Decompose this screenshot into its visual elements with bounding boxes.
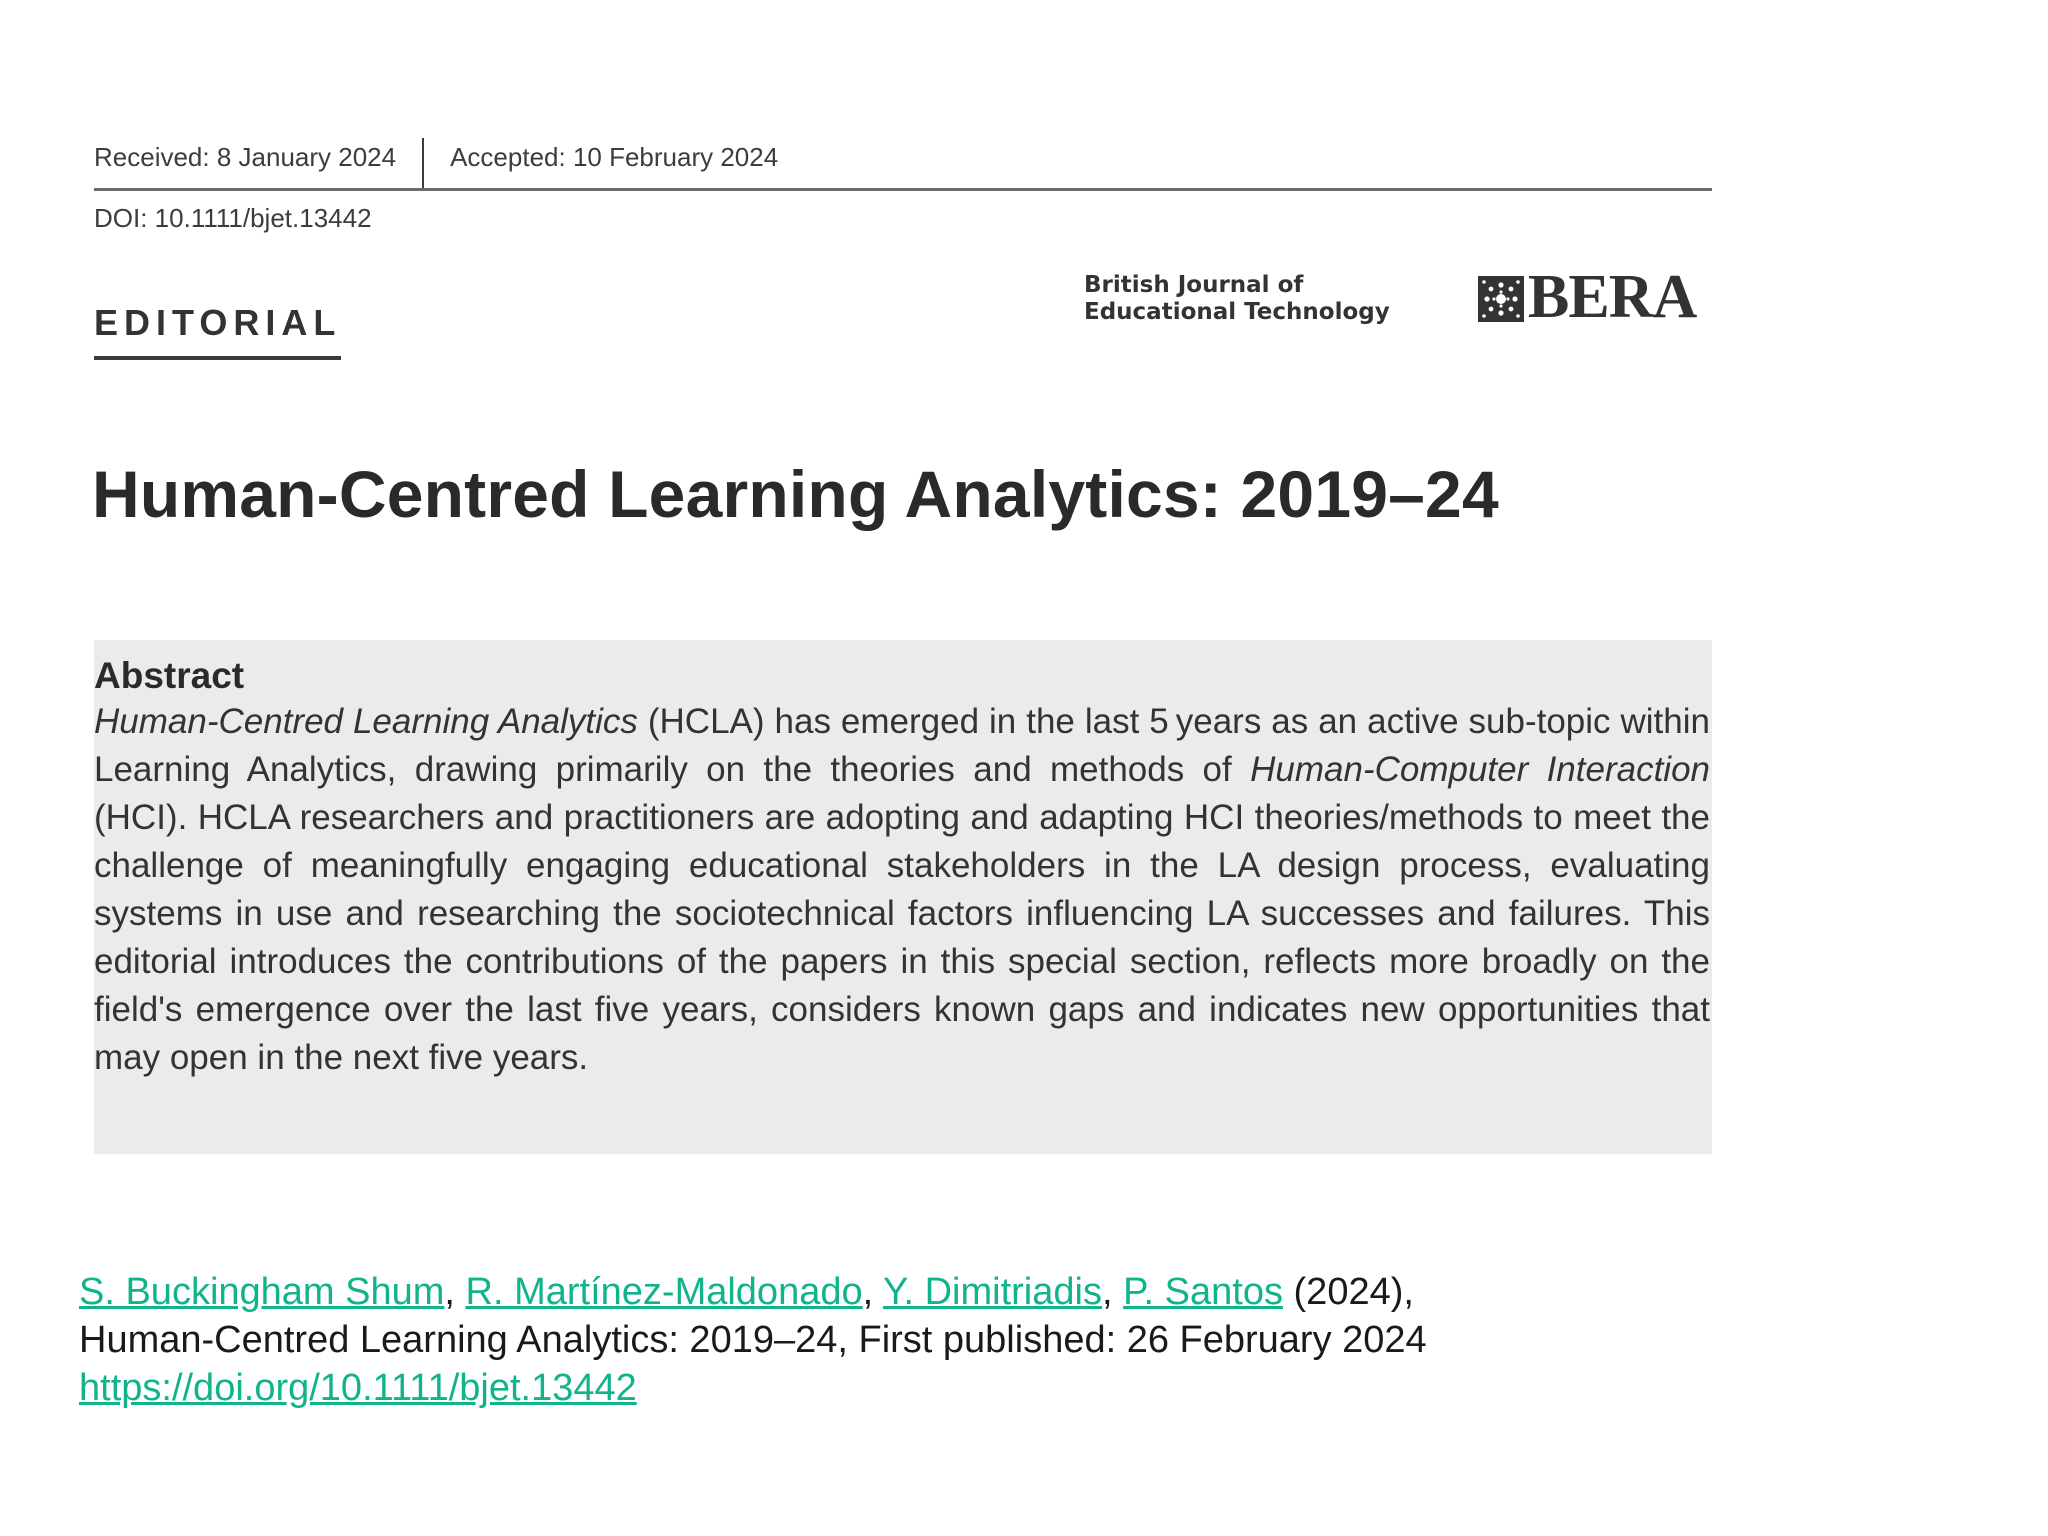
abstract-term-hci: Human-Computer Interaction: [1250, 750, 1711, 789]
abstract-text: [94, 698, 1710, 1082]
journal-name-line2: Educational Technology: [1084, 299, 1390, 325]
paper-title: Human-Centred Learning Analytics: 2019–24: [92, 457, 1499, 531]
citation-block: [79, 1268, 1679, 1412]
doi-link[interactable]: https://doi.org/10.1111/bjet.13442: [79, 1367, 637, 1409]
citation-details: Human-Centred Learning Analytics: 2019–24, First published: 26 February 2024: [79, 1319, 1427, 1361]
publication-dates: [94, 138, 1712, 191]
bera-logo-icon: [1478, 276, 1524, 322]
abstract-heading: Abstract: [94, 655, 245, 696]
author-separator: ,: [444, 1271, 466, 1313]
author-link[interactable]: R. Martínez-Maldonado: [465, 1271, 863, 1313]
author-link[interactable]: S. Buckingham Shum: [79, 1271, 445, 1313]
abstract-term-hcla: Human-Centred Learning Analytics: [94, 702, 638, 741]
author-separator: ,: [1101, 1271, 1124, 1313]
abstract-text-part2: (HCI). HCLA researchers and practitioners are adopting and adapting HCI theories/methods to meet the challenge of meaningfully engaging educational stakeholders in the LA design process, evaluating systems in use and researching the sociotechnical factors influencing LA successes and failures. This editorial introduces the contributions of the papers in this special section, reflects more broadly on the field's emergence over the last five years, considers known gaps and indicates new opportunities that may open in the next five years.: [94, 798, 1710, 1077]
journal-name: [1084, 272, 1464, 326]
author-link[interactable]: P. Santos: [1123, 1271, 1283, 1313]
abstract-box: [94, 640, 1712, 1154]
author-link[interactable]: Y. Dimitriadis: [883, 1271, 1102, 1313]
citation-authors-line: [79, 1268, 1679, 1316]
journal-name-line1: British Journal of: [1084, 272, 1304, 298]
accepted-date: Accepted: 10 February 2024: [450, 142, 779, 172]
author-separator: ,: [862, 1271, 884, 1313]
section-label: EDITORIAL: [94, 302, 341, 360]
citation-year: (2024),: [1282, 1271, 1414, 1313]
received-date: Received: 8 January 2024: [94, 142, 397, 172]
abstract-text-part1: (HCLA) has emerged in the last 5 years as an active sub-topic within Learning Analytics, drawing primarily on the theories and methods of: [94, 702, 1710, 789]
publisher-name: BERA: [1528, 263, 1697, 331]
doi-label: DOI: 10.1111/bjet.13442: [94, 203, 372, 233]
